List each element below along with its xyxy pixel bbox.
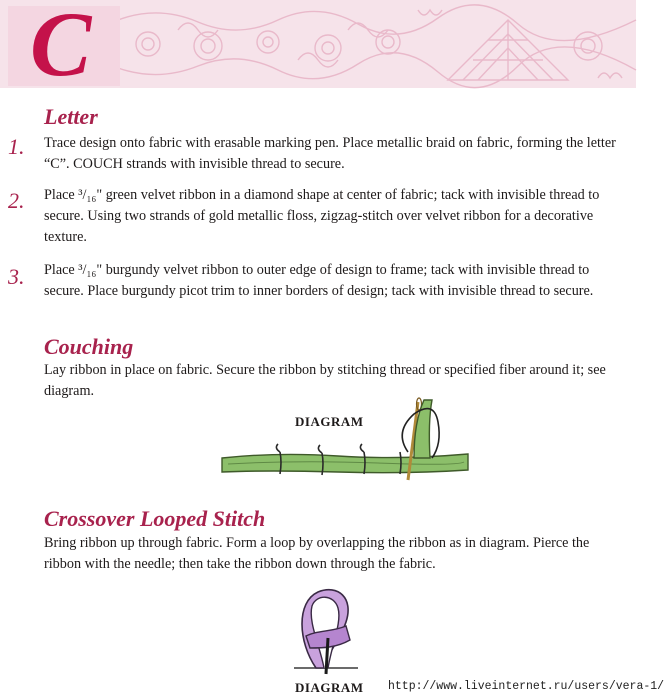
header-banner xyxy=(0,0,636,95)
crossover-diagram-label: DIAGRAM xyxy=(295,680,364,695)
letter-tile xyxy=(8,0,120,95)
crossover-diagram xyxy=(288,582,362,678)
step-number: 3. xyxy=(8,264,25,289)
crossover-text: Bring ribbon up through fabric. Form a loop by overlapping the ribbon as in diagram. Pierce the ribbon with the needle; then take the ribbon down through the fabric. xyxy=(44,535,590,572)
drop-letter: C xyxy=(30,0,92,95)
couching-diagram xyxy=(218,392,474,484)
section-title-letter: Letter xyxy=(44,104,98,129)
section-title-couching: Couching xyxy=(44,334,134,359)
step-text: Place ³/₁₆" burgundy velvet ribbon to outer edge of design to frame; tack with invisible thread to secure. Place burgundy picot trim to inner borders of design; tack with invisible thread to secure. xyxy=(44,262,594,299)
step-text: Place ³/₁₆" green velvet ribbon in a diamond shape at center of fabric; tack with invisible thread to secure. Using two strands of gold metallic floss, zigzag-stitch over velvet ribbon for a decorative texture. xyxy=(44,187,600,245)
step-text: Trace design onto fabric with erasable marking pen. Place metallic braid on fabric, forming the letter “C”. COUCH strands with invisible thread to secure. xyxy=(44,135,616,172)
section-title-crossover: Crossover Looped Stitch xyxy=(44,506,266,531)
source-url[interactable]: http://www.liveinternet.ru/users/vera-1/ xyxy=(388,680,664,693)
step-number: 2. xyxy=(8,188,25,213)
couching-text: Lay ribbon in place on fabric. Secure the ribbon by stitching thread or specified fiber around it; see diagram. xyxy=(44,362,606,399)
step-number: 1. xyxy=(8,134,25,159)
couching-diagram-label: DIAGRAM xyxy=(295,414,364,429)
lace-pattern xyxy=(118,0,636,88)
